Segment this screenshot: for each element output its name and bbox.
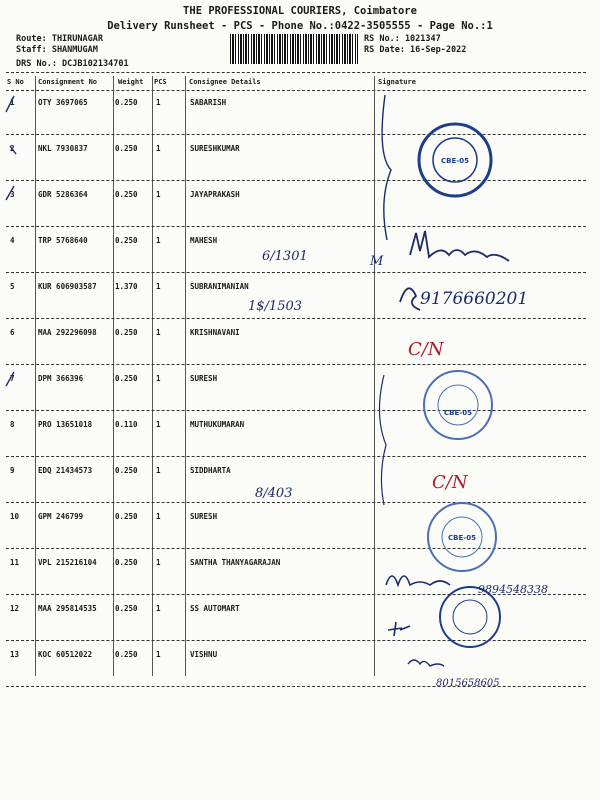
row-pcs: 1 <box>156 466 161 475</box>
door-number: 8/403 <box>255 486 293 501</box>
rs-number: RS No.: 1021347 <box>364 34 441 44</box>
row-weight: 0.250 <box>115 236 138 245</box>
row-weight: 0.250 <box>115 466 138 475</box>
stamp-code: CBE-05 <box>441 157 469 165</box>
row-sno: 11 <box>10 558 20 567</box>
row-pcs: 1 <box>156 236 161 245</box>
row-weight: 1.370 <box>115 282 138 291</box>
row-consignee-name: JAYAPRAKASH <box>190 190 240 199</box>
row-sno: 9 <box>10 466 15 475</box>
row-pcs: 1 <box>156 650 161 659</box>
row-consignment-no: KUR 606903587 <box>38 282 97 291</box>
row-pcs: 1 <box>156 328 161 337</box>
row-weight: 0.110 <box>115 420 138 429</box>
route-label: Route: THIRUNAGAR <box>16 34 103 44</box>
row-weight: 0.250 <box>115 604 138 613</box>
row-consignment-no: GDR 5286364 <box>38 190 88 199</box>
phone-number: 9176660201 <box>420 289 529 309</box>
row-consignee-name: SURESHKUMAR <box>190 144 240 153</box>
row-pcs: 1 <box>156 558 161 567</box>
row-consignment-no: NKL 7930837 <box>38 144 88 153</box>
runsheet-title: Delivery Runsheet - PCS - Phone No.:0422-3505555 - Page No.:1 <box>107 20 493 32</box>
row-sno: 13 <box>10 650 20 659</box>
door-number: 1$/1503 <box>248 299 303 314</box>
row-sno: 4 <box>10 236 15 245</box>
column-header-pcs: PCS <box>154 78 167 86</box>
row-pcs: 1 <box>156 190 161 199</box>
row-sno: 8 <box>10 420 15 429</box>
row-consignment-no: KOC 60512022 <box>38 650 93 659</box>
row-consignment-no: MAA 292296098 <box>38 328 97 337</box>
column-header-signature: Signature <box>378 78 416 86</box>
row-consignment-no: OTY 3697065 <box>38 98 88 107</box>
row-pcs: 1 <box>156 144 161 153</box>
row-pcs: 1 <box>156 374 161 383</box>
row-sno: 3 <box>10 190 15 199</box>
row-consignee-name: MAHESH <box>190 236 218 245</box>
row-consignee-name: SABARISH <box>190 98 227 107</box>
company-title: THE PROFESSIONAL COURIERS, Coimbatore <box>183 5 417 17</box>
row-consignee-name: SURESH <box>190 374 218 383</box>
row-consignee-name: MUTHUKUMARAN <box>190 420 245 429</box>
door-number: 6/1301 <box>262 249 308 264</box>
row-weight: 0.250 <box>115 144 138 153</box>
phone-number: 9894548338 <box>478 583 548 596</box>
row-consignment-no: MAA 295814535 <box>38 604 97 613</box>
cn-mark: C/N <box>408 339 444 360</box>
row-weight: 0.250 <box>115 190 138 199</box>
row-weight: 0.250 <box>115 328 138 337</box>
row-consignment-no: DPM 366396 <box>38 374 84 383</box>
row-consignment-no: PRO 13651018 <box>38 420 93 429</box>
row-sno: 5 <box>10 282 15 291</box>
company-stamp <box>440 587 500 647</box>
column-header-consignment: Consignment No <box>38 78 98 86</box>
row-consignee-name: SS AUTOMART <box>190 604 240 613</box>
company-stamp <box>419 124 491 196</box>
row-weight: 0.250 <box>115 558 138 567</box>
row-pcs: 1 <box>156 604 161 613</box>
row-sno: 7 <box>10 374 15 383</box>
row-consignment-no: GPM 246799 <box>38 512 84 521</box>
row-pcs: 1 <box>156 282 161 291</box>
row-weight: 0.250 <box>115 374 138 383</box>
row-consignee-name: SANTHA THANYAGARAJAN <box>190 558 281 567</box>
staff-label: Staff: SHANMUGAM <box>16 45 98 55</box>
stamp-code: CBE-05 <box>444 409 472 417</box>
phone-number: 8015658605 <box>436 678 500 689</box>
company-stamp <box>424 371 492 439</box>
cn-mark: C/N <box>432 472 468 493</box>
row-pcs: 1 <box>156 512 161 521</box>
row-consignee-name: SIDDHARTA <box>190 466 231 475</box>
row-sno: 10 <box>10 512 20 521</box>
row-pcs: 1 <box>156 98 161 107</box>
row-weight: 0.250 <box>115 650 138 659</box>
drs-number: DRS No.: DCJB102134701 <box>16 59 129 69</box>
column-header-details: Consignee Details <box>189 78 261 86</box>
row-pcs: 1 <box>156 420 161 429</box>
row-consignee-name: VISHNU <box>190 650 218 659</box>
row-weight: 0.250 <box>115 512 138 521</box>
row-weight: 0.250 <box>115 98 138 107</box>
row-sno: 1 <box>10 98 15 107</box>
row-sno: 2 <box>10 144 15 153</box>
row-sno: 12 <box>10 604 20 613</box>
row-consignee-name: KRISHNAVANI <box>190 328 240 337</box>
column-header-weight: Weight <box>118 78 144 86</box>
column-header-sno: S No <box>7 78 24 86</box>
svg-text:M: M <box>370 254 384 269</box>
row-consignee-name: SURESH <box>190 512 218 521</box>
company-stamp <box>428 503 496 571</box>
row-consignee-name: SUBRANIMANIAN <box>190 282 249 291</box>
row-consignment-no: VPL 215216104 <box>38 558 97 567</box>
row-consignment-no: EDQ 21434573 <box>38 466 93 475</box>
stamp-code: CBE-05 <box>448 534 476 542</box>
rs-date: RS Date: 16-Sep-2022 <box>364 45 467 55</box>
row-consignment-no: TRP 5768640 <box>38 236 88 245</box>
row-sno: 6 <box>10 328 15 337</box>
